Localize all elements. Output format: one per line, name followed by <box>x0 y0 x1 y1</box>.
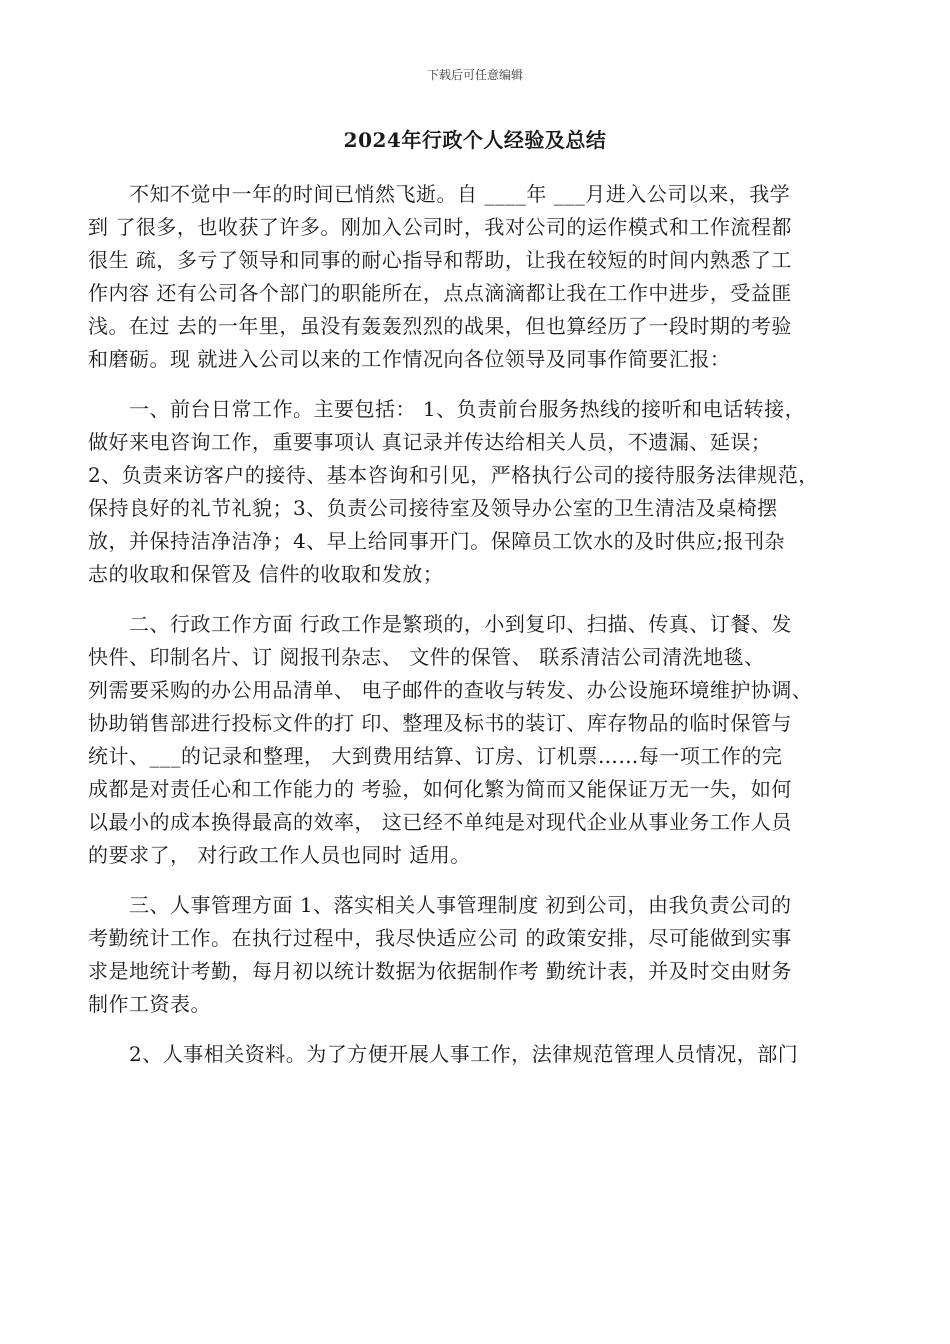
text-line: 三、人事管理方面 1、落实相关人事管理制度 初到公司，由我负责公司的 <box>88 893 792 917</box>
paragraph-intro <box>88 178 878 376</box>
paragraph-hr-records <box>88 1038 878 1071</box>
text-line: 浅。在过 去的一年里，虽没有轰轰烈烈的战果，但也算经历了一段时期的考验 <box>88 314 792 338</box>
text-line: 成都是对责任心和工作能力的 考验，如何化繁为简而又能保证万无一失，如何 <box>88 777 792 801</box>
text-line: 2、人事相关资料。为了方便开展人事工作，法律规范管理人员情况，部门 <box>88 1042 799 1066</box>
document-body <box>88 178 878 1088</box>
text-line: 和磨砺。现 就进入公司以来的工作情况向各位领导及同事作简要汇报： <box>88 347 731 371</box>
text-line: 到 了很多，也收获了许多。刚加入公司时，我对公司的运作模式和工作流程都 <box>88 215 792 239</box>
text-line: 2、负责来访客户的接待、基本咨询和引见，严格执行公司的接待服务法律规范， <box>88 463 819 487</box>
text-line: 二、行政工作方面 行政工作是繁琐的，小到复印、扫描、传真、订餐、发 <box>88 612 792 636</box>
text-line: 志的收取和保管及 信件的收取和发放； <box>88 562 444 586</box>
text-line: 一、前台日常工作。主要包括： 1、负责前台服务热线的接听和电话转接， <box>88 397 806 421</box>
text-line: 以最小的成本换得最高的效率， 这已经不单纯是对现代企业从事业务工作人员 <box>88 810 792 834</box>
text-line: 做好来电咨询工作，重要事项认 真记录并传达给相关人员，不遗漏、延误； <box>88 430 772 454</box>
text-line: 保持良好的礼节礼貌；3、负责公司接待室及领导办公室的卫生清洁及桌椅摆 <box>88 496 778 520</box>
text-line: 考勤统计工作。在执行过程中，我尽快适应公司 的政策安排，尽可能做到实事 <box>88 926 792 950</box>
text-line: 放，并保持洁净洁净；4、早上给同事开门。保障员工饮水的及时供应;报刊杂 <box>88 529 785 553</box>
text-line: 统计、___的记录和整理， 大到费用结算、订房、订机票……每一项工作的完 <box>88 744 783 768</box>
text-line: 列需要采购的办公用品清单、 电子邮件的查收与转发、办公设施环境维护协调、 <box>88 678 813 702</box>
text-line: 的要求了， 对行政工作人员也同时 适用。 <box>88 843 471 867</box>
text-line: 很生 疏，多亏了领导和同事的耐心指导和帮助，让我在较短的时间内熟悉了工 <box>88 248 792 272</box>
paragraph-admin-work <box>88 608 878 872</box>
text-line: 作内容 还有公司各个部门的职能所在，点点滴滴都让我在工作中进步，受益匪 <box>88 281 792 305</box>
document-title: 2024年行政个人经验及总结 <box>343 128 607 152</box>
paragraph-front-desk <box>88 393 878 591</box>
paragraph-hr-management <box>88 889 878 1021</box>
header-note: 下载后可任意编辑 <box>426 68 523 82</box>
text-line: 求是地统计考勤，每月初以统计数据为依据制作考 勤统计表，并及时交由财务 <box>88 959 792 983</box>
text-line: 快件、印制名片、订 阅报刊杂志、 文件的保管、 联系清洁公司清洗地毯、 <box>88 645 765 669</box>
text-line: 制作工资表。 <box>88 992 211 1016</box>
text-line: 协助销售部进行投标文件的打 印、整理及标书的装订、库存物品的临时保管与 <box>88 711 792 735</box>
text-line: 不知不觉中一年的时间已悄然飞逝。自 ____年 ___月进入公司以来，我学 <box>88 182 791 206</box>
